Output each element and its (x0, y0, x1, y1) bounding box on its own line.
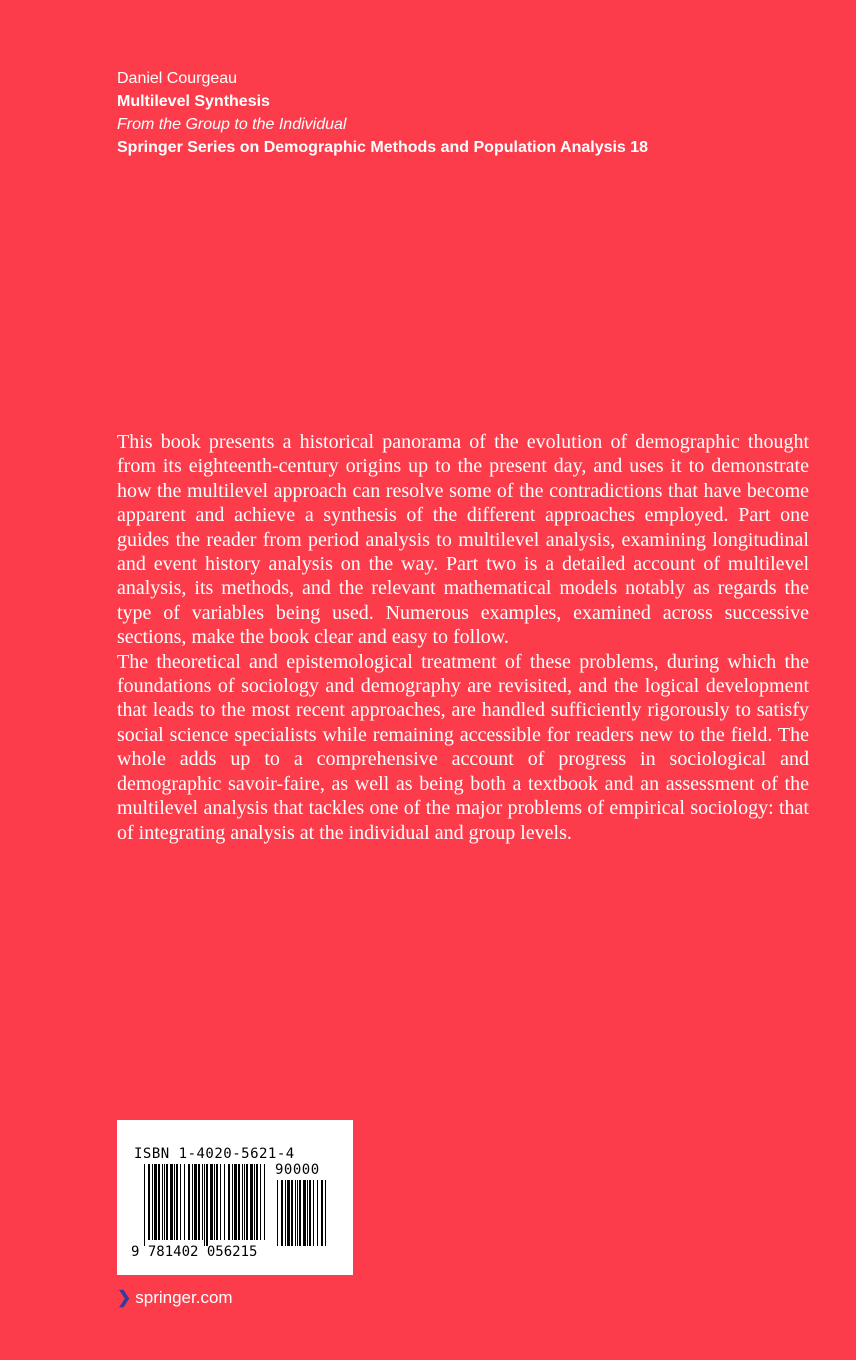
barcode-bar (148, 1164, 150, 1240)
barcode-bar (206, 1164, 208, 1246)
series-name: Springer Series on Demographic Methods and Population Analysis 18 (117, 139, 649, 156)
barcode-bar (260, 1164, 261, 1240)
barcode-bar (198, 1164, 200, 1240)
barcode-bar (228, 1164, 230, 1240)
barcode-bar (264, 1164, 265, 1240)
barcode-bar (174, 1164, 175, 1240)
isbn-number: ISBN 1-4020-5621-4 (134, 1146, 295, 1162)
barcode-bar (309, 1180, 311, 1246)
barcode-bar (210, 1164, 213, 1240)
barcode-bar (154, 1164, 157, 1240)
barcode-bar (303, 1180, 306, 1246)
barcode-bar (307, 1180, 308, 1246)
book-subtitle: From the Group to the Individual (117, 116, 347, 133)
barcode-bar (254, 1164, 255, 1240)
book-description (117, 430, 809, 845)
barcode-bar (291, 1180, 293, 1246)
barcode-bar (224, 1164, 225, 1240)
chevron-right-icon: ❯ (117, 1288, 132, 1307)
barcode-bar (152, 1164, 153, 1240)
barcode-bar (170, 1164, 173, 1240)
barcode-bar (287, 1180, 290, 1246)
barcode-bar (256, 1164, 258, 1240)
ean-number: 9 781402 056215 (131, 1244, 258, 1260)
barcode-bar (297, 1180, 298, 1246)
barcode-bar (192, 1164, 193, 1240)
barcode-bar (244, 1164, 245, 1240)
barcode-bar (188, 1164, 190, 1240)
barcode-bar (166, 1164, 168, 1240)
barcode-bar (180, 1164, 181, 1240)
barcode-bar (246, 1164, 248, 1240)
description-paragraph-1: This book presents a historical panorama of the evolution of demographic thought from its eighteenth-century origins up to the present day, and uses it to demonstrate how the multilevel approach can resolve some of the contradictions that have become apparent and achieve a synthesis of the different approaches employed. Part one guides the reader from period analysis to multilevel analysis, examining longitudinal and event history analysis on the way. Part two is a detailed account of multilevel analysis, its methods, and the relevant mathematical models notably as regards the type of variables being used. Numerous examples, examined across successive sections, make the book clear and easy to follow. (117, 431, 809, 649)
barcode-bar (242, 1164, 243, 1240)
book-title: Multilevel Synthesis (117, 93, 270, 110)
barcode-bar (299, 1180, 301, 1246)
barcode-bar (184, 1164, 185, 1240)
barcode-bar (204, 1164, 205, 1246)
barcode-bar (285, 1180, 286, 1246)
book-header (117, 67, 797, 159)
author-name: Daniel Courgeau (117, 70, 238, 87)
barcode-bar (325, 1180, 326, 1246)
barcode-bar (234, 1164, 237, 1240)
publisher-website-link[interactable] (117, 1288, 233, 1308)
barcode-bar (321, 1180, 323, 1246)
barcode-bar (313, 1180, 314, 1246)
barcode-bar (281, 1180, 283, 1246)
barcode-bar (277, 1180, 278, 1246)
barcode-bar (162, 1164, 163, 1240)
website-label: springer.com (135, 1288, 233, 1307)
barcode-bar (176, 1164, 178, 1240)
price-addon-code: 90000 (275, 1162, 320, 1178)
barcode-bar (232, 1164, 233, 1240)
barcode-bar (216, 1164, 218, 1240)
barcode-bar (144, 1164, 145, 1246)
barcode-bar (317, 1180, 318, 1246)
barcode-bar (158, 1164, 160, 1240)
barcode-bar (238, 1164, 240, 1240)
barcode-bar (295, 1180, 296, 1246)
barcode-bar (164, 1164, 165, 1240)
barcode-bar (202, 1164, 203, 1240)
barcode-bar (220, 1164, 221, 1240)
description-paragraph-2: The theoretical and epistemological treatment of these problems, during which the foundations of sociology and demography are revisited, and the logical development that leads to the most recent approaches, are handled sufficiently rigorously to satisfy social science specialists while remaining accessible for readers new to the field. The whole adds up to a comprehensive account of progress in sociological and demographic savoir-faire, as well as being both a textbook and an assessment of the multilevel analysis that tackles one of the major problems of empirical sociology: that of integrating analysis at the individual and group levels. (117, 650, 809, 844)
barcode-bar (194, 1164, 197, 1240)
barcode-bar (250, 1164, 253, 1240)
barcode-bar (214, 1164, 215, 1240)
isbn-barcode (117, 1120, 353, 1275)
